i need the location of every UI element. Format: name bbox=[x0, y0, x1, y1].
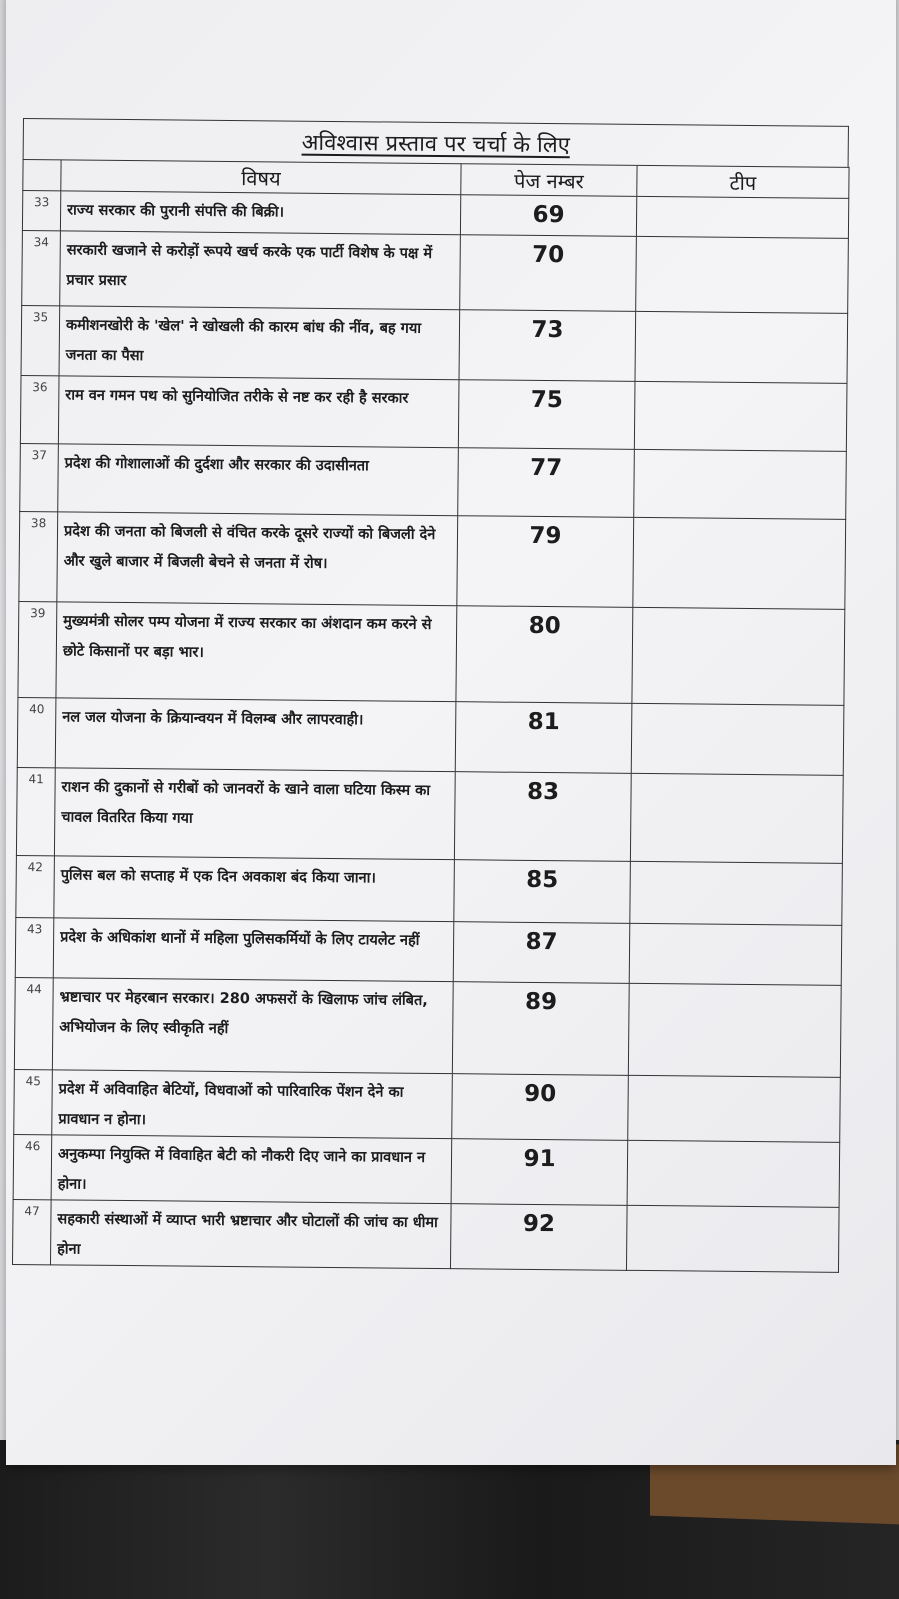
header-page: पेज नम्बर bbox=[461, 164, 637, 197]
row-tip bbox=[634, 381, 847, 451]
row-number: 33 bbox=[22, 191, 60, 231]
row-tip bbox=[628, 1075, 841, 1142]
row-tip bbox=[629, 923, 842, 985]
row-number: 39 bbox=[18, 601, 57, 697]
table-row bbox=[13, 1134, 840, 1207]
row-page-number: 83 bbox=[454, 772, 631, 862]
table-row bbox=[14, 977, 841, 1077]
table-row bbox=[16, 855, 843, 925]
header-subject: विषय bbox=[61, 160, 461, 195]
table-row bbox=[20, 443, 847, 519]
row-number: 36 bbox=[20, 375, 59, 443]
header-number bbox=[23, 160, 61, 191]
paper-sheet bbox=[6, 0, 896, 1465]
row-number: 44 bbox=[14, 977, 53, 1069]
row-subject: पुलिस बल को सप्ताह में एक दिन अवकाश बंद किया जाना। bbox=[54, 856, 455, 922]
row-subject: प्रदेश के अधिकांश थानों में महिला पुलिसकर्मियों के लिए टायलेट नहीं bbox=[53, 918, 454, 982]
row-subject: अनुकम्पा नियुक्ति में विवाहित बेटी को नौकरी दिए जाने का प्रावधान न होना। bbox=[51, 1135, 452, 1204]
document-title: अविश्वास प्रस्ताव पर चर्चा के लिए bbox=[301, 130, 570, 159]
table-row bbox=[21, 305, 848, 383]
row-tip bbox=[635, 311, 848, 383]
row-number: 37 bbox=[20, 443, 59, 511]
document-table-wrapper bbox=[12, 118, 849, 1273]
row-subject: भ्रष्टाचार पर मेहरबान सरकार। 280 अफसरों के खिलाफ जांच लंबित, अभियोजन के लिए स्वीकृति नहीं bbox=[52, 978, 453, 1074]
table-row bbox=[17, 697, 844, 775]
table-row bbox=[15, 917, 842, 985]
row-tip bbox=[636, 196, 848, 238]
row-subject: सहकारी संस्थाओं में व्याप्त भारी भ्रष्टाचार और घोटालों की जांच का धीमा होना bbox=[50, 1200, 451, 1269]
row-page-number: 69 bbox=[460, 195, 636, 237]
row-tip bbox=[631, 703, 844, 775]
table-body bbox=[12, 191, 848, 1273]
table-row bbox=[22, 230, 849, 313]
row-page-number: 79 bbox=[457, 516, 634, 608]
row-tip bbox=[634, 449, 847, 519]
row-page-number: 75 bbox=[458, 380, 635, 450]
row-subject: मुख्यमंत्री सोलर पम्प योजना में राज्य सरकार का अंशदान कम करने से छोटे किसानों पर बड़ा भार। bbox=[56, 602, 457, 702]
row-tip bbox=[626, 1205, 839, 1272]
table-row bbox=[19, 511, 846, 609]
row-tip bbox=[633, 517, 846, 609]
row-number: 34 bbox=[22, 230, 61, 305]
row-page-number: 81 bbox=[455, 702, 632, 774]
row-number: 45 bbox=[14, 1069, 53, 1134]
row-subject: सरकारी खजाने से करोड़ों रूपये खर्च करके एक पार्टी विशेष के पक्ष में प्रचार प्रसार bbox=[60, 231, 461, 310]
table-row bbox=[14, 1069, 841, 1142]
row-page-number: 92 bbox=[450, 1204, 627, 1271]
row-subject: राशन की दुकानों से गरीबों को जानवरों के खाने वाला घटिया किस्म का चावल वितरित किया गया bbox=[54, 768, 455, 860]
row-page-number: 77 bbox=[458, 448, 635, 518]
row-tip bbox=[630, 861, 843, 925]
row-subject: नल जल योजना के क्रियान्वयन में विलम्ब और लापरवाही। bbox=[55, 698, 456, 772]
row-subject: राज्य सरकार की पुरानी संपत्ति की बिक्री। bbox=[60, 191, 460, 235]
row-subject: प्रदेश में अविवाहित बेटियों, विधवाओं को पारिवारिक पेंशन देने का प्रावधान न होना। bbox=[52, 1070, 453, 1139]
table-row bbox=[20, 375, 847, 451]
row-page-number: 85 bbox=[454, 860, 631, 924]
row-subject: राम वन गमन पथ को सुनियोजित तरीके से नष्ट कर रही है सरकार bbox=[58, 376, 459, 448]
row-page-number: 87 bbox=[453, 922, 630, 984]
row-tip bbox=[632, 607, 845, 705]
table-row bbox=[12, 1199, 839, 1272]
table-row bbox=[18, 601, 845, 705]
row-page-number: 70 bbox=[460, 235, 637, 312]
row-number: 40 bbox=[17, 697, 56, 767]
row-number: 35 bbox=[21, 305, 60, 375]
row-number: 41 bbox=[16, 767, 55, 855]
row-page-number: 80 bbox=[456, 606, 633, 704]
row-tip bbox=[630, 773, 843, 863]
row-subject: कमीशनखोरी के 'खेल' ने खोखली की कारम बांध की नींव, बह गया जनता का पैसा bbox=[59, 306, 460, 380]
row-tip bbox=[627, 1140, 840, 1207]
row-page-number: 91 bbox=[451, 1139, 628, 1206]
row-number: 38 bbox=[19, 511, 58, 601]
row-page-number: 90 bbox=[452, 1074, 629, 1141]
row-subject: प्रदेश की गोशालाओं की दुर्दशा और सरकार की उदासीनता bbox=[58, 444, 459, 516]
row-number: 47 bbox=[12, 1199, 51, 1264]
row-number: 46 bbox=[13, 1134, 52, 1199]
agenda-table bbox=[12, 159, 850, 1273]
row-number: 43 bbox=[15, 917, 54, 977]
row-subject: प्रदेश की जनता को बिजली से वंचित करके दूसरे राज्यों को बिजली देने और खुले बाजार में बिजली बेचने से जनता में रोष। bbox=[57, 512, 458, 606]
row-page-number: 89 bbox=[452, 982, 629, 1076]
table-row bbox=[16, 767, 843, 863]
header-tip: टीप bbox=[637, 165, 849, 198]
row-tip bbox=[628, 983, 841, 1077]
row-page-number: 73 bbox=[459, 310, 636, 382]
row-number: 42 bbox=[16, 855, 55, 917]
row-tip bbox=[636, 236, 849, 313]
